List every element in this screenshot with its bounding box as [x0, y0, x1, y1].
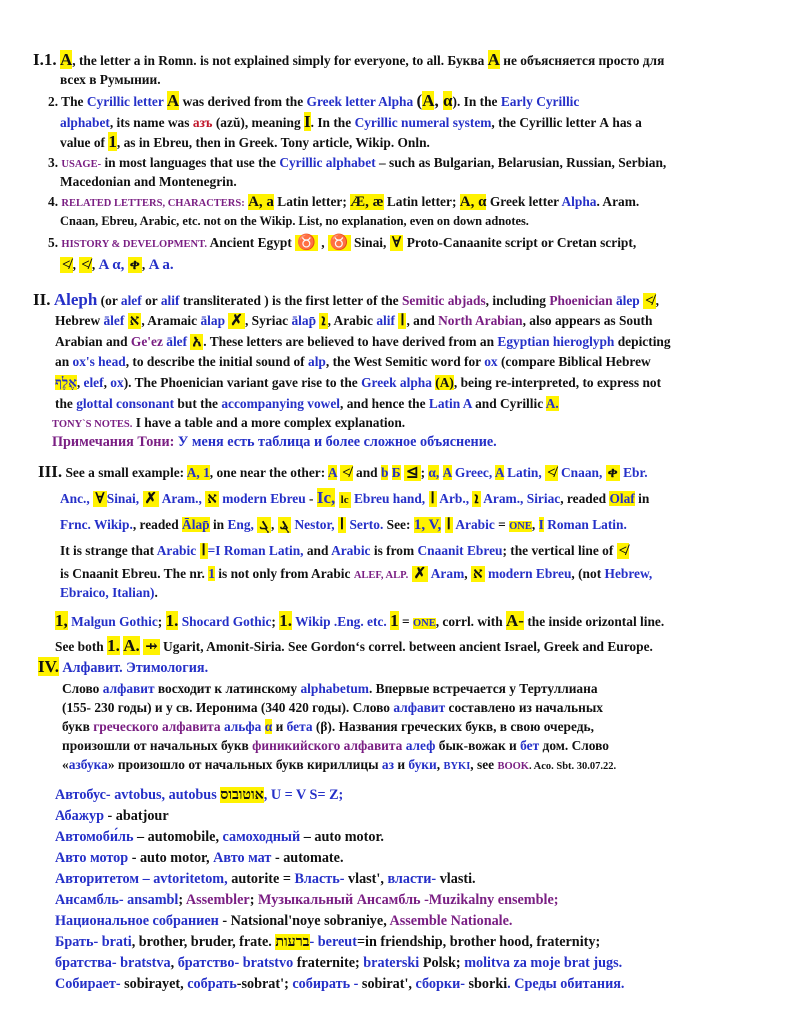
nestor-aleph-icon: ܔ — [279, 517, 290, 533]
section-number: I.1. — [33, 50, 57, 69]
ox-head-sinai-icon: ♉ — [329, 235, 349, 251]
phoenician-aleph-icon: ≮ — [618, 543, 628, 559]
sinai-ox-icon: ∀ — [95, 491, 105, 507]
phoenician-beth-icon: ⊴ — [406, 465, 419, 481]
item-5: 5. HISTORY & DEVELOPMENT. Ancient Egypt ♉ , ♉ Sinai, ∀ Proto-Canaanite script or Cretan script, — [48, 235, 637, 251]
ebreu-hand-icon: lc — [340, 494, 349, 506]
arabic-alif-icon: ا — [201, 543, 206, 559]
item-4: 4. RELATED LETTERS, CHARACTERS: A, a Latin letter; Æ, æ Latin letter; Α, α Greek letter Alpha. Aram. — [48, 194, 640, 210]
ox-head-hieroglyph-icon: ♉ — [297, 235, 316, 251]
cnaan-aleph-icon: ≮ — [547, 465, 556, 481]
phoenician-aleph-icon: ≮ — [62, 257, 71, 273]
syriac-aleph-icon: ܐ — [474, 491, 479, 507]
syriac-aleph-icon: ܐ — [321, 313, 326, 329]
aramaic-aleph-icon: ✗ — [230, 313, 243, 329]
vocab-item: Национальное собраниен - Natsional'noye sobraniye, Assemble Nationale. — [55, 913, 513, 929]
item-2: 2. The Cyrillic letter A was derived from the Greek letter Alpha (A, α). In the Early Cyrillic — [48, 91, 580, 110]
vocab-item: Автобус- avtobus, autobus אוטובוס, U = V S= Z; — [55, 787, 344, 803]
arabic-alif-icon: ا — [400, 313, 405, 329]
serto-aleph-icon: ا — [339, 517, 345, 533]
hebrew-aleph-icon: א — [129, 313, 140, 329]
vocab-item: Брать- brati, brother, bruder, frate. ברעות- bereut=in friendship, brother hood, fraternity; — [55, 934, 601, 950]
shocard-one-glyph: 1. — [165, 611, 179, 630]
link-alpha[interactable]: Alpha — [561, 194, 597, 209]
vocab-item: Абажур - abatjour — [55, 808, 169, 824]
item-3: 3. USAGE- in most languages that use the Cyrillic alphabet – such as Bulgarian, Belarusian, Russian, Serbian, — [48, 155, 667, 170]
document-page: I.1. A, the letter a in Romn. is not explained simply for everyone, to all. Буква A не объясняется просто для всех в Румынии. 2. The Cyrillic letter A was derived from the Greek letter Alpha (A, α). In the Early Cyrillic alphabet, its name was азъ (azŭ), meaning I. In the Cyrillic numeral system, the Cyrillic letter А has a value of 1, as in Ebreu, then in Greek. Tony article, Wikip. Onln. 3. USAGE- in most languages that use the Cyrillic alphabet – such as Bulgarian, Belarusian, Russian, Serbian, Macedonian and Montenegrin. 4. RELATED LETTERS, CHARACTERS: A, a Latin letter; Æ, æ Latin letter; Α, α Greek letter Alpha. Aram. Cnaan, Ebreu, Arabic, etc. not on the Wikip. List, no explanation, even on down adnotes. 5. HISTORY & DEVELOPMENT. Ancient Egypt ♉ , ♉ Sinai, ∀ Proto-Canaanite script or Cretan script, ≮ , ≮ , Α α, ቀ , A a. II. Aleph (or alef or alif transliterated ) is the first letter of the Semitic abjads, including Phoenician ālep ≮ , Hebrew ālef א , Aramaic ālap ✗ , Syriac ālap̄ ܐ , Arabic alif ا , and North Arabian, also appears as South Arabian and Ge'ez ālef አ . These letters are believed to have derived from an Egyptian hieroglyph depicting an ox's head, to describe the initial sound of alp, the West Semitic word for ox (compare Biblical Hebrew אֶלֶף, elef, ox). The Phoenician variant gave rise to the Greek alpha (A), being re-interpreted, to express not the glottal consonant but the accompanying vowel, and hence the Latin A and Cyrillic A. TONY`S NOTES. I have a table and a more complex explanation. Примечания Тони: У меня есть таблица и более сложное объяснение. III. See a small example: A, 1, one near the other: A ≮ and b Б ⊴ ; α, A Greec, A Latin, ≮ Cnaan, ቀ Ebr. Anc., ∀ Sinai, ✗ Aram., א modern Ebreu - Ic, lc Ebreu hand, ا Arb., ܐ Aram., Siriac, readed Olaf in Frnc. Wikip., readed Ālap̄ in Eng, ܓ , ܔ Nestor, ا Serto. See: 1, V, ا Arabic = ONE, I Roman Latin. It is strange that Arabic ا =I Roman Latin, and Arabic is from Cnaanit Ebreu; the vertical line of ≮ is Cnaanit Ebreu. The nr. 1 is not only from Arabic ALEF, ALP. ✗ Aram, א modern Ebreu, (not Hebrew, Ebraico, Italian). 1, Malgun Gothic; 1. Shocard Gothic; 1. Wikip .Eng. etc. 1 = ONE, corrl. with A- the inside orizontal line. See both 1. A. ⇸ Ugarit, Amonit-Siria. See Gordon‘s correl. between ancient Israel, Greek and Europe. IV. Алфавит. Этимология. Слово алфавит восходит к латинскому alphabetum. Впервые встречается у Тертуллиана (155- 230 годы) и у св. Иеронима (340 420 годы). Слово алфавит составлено из начальных букв греческого алфавита альфа α и бета (β). Названия греческих букв, в свою очередь, произошли от начальных букв финикийского алфавита алеф бык-вожак и бет дом. Слово «азбука» произошло от начальных букв кириллицы аз и буки, BYKI, see BOOK. Aco. Sbt. 30.07.22. Автобус- avtobus, autobus אוטובוס, U = V S= Z; Абажур - abatjour Автомоби́ль – automobile, самоходный – auto motor. Авто мотор - auto motor, Авто мат - automate. Авторитетом – avtoritetom, autorite = Власть- vlast', власти- vlasti. Ансамбль- ansambl; Assembler; Музыкальный Ансамбль -Muzikalny ensemble; Национальное собраниен - Natsional'noye sobraniye, Assemble Nationale. Брать- brati, brother, bruder, frate. ברעות- bereut=in friendship, brother hood, fraternity; братства- bratstva, братство- bratstvo fraternite; braterski Polsk; molitva za moje brat jugs. Собирает- sobirayet, собрать-sobrat'; собирать - sobirat', сборки- sborki. Среды обитания. — [33, 50, 671, 992]
vocab-item: Авто мотор - auto motor, Авто мат - automate. — [55, 850, 344, 866]
arabic-alif-icon: ا — [430, 491, 435, 507]
aramaic-aleph-icon: ቀ — [129, 257, 140, 273]
geez-alef-icon: አ — [192, 334, 202, 350]
vocab-item: Ансамбль- ansambl; Assembler; Музыкальный Ансамбль -Muzikalny ensemble; — [55, 892, 559, 908]
ox-head-proto-icon: ∀ — [391, 235, 402, 251]
link-cyrillic-alphabet[interactable]: Cyrillic alphabet — [279, 155, 376, 170]
vocab-item: Авторитетом – avtoritetom, autorite = Власть- vlast', власти- vlasti. — [55, 871, 476, 887]
aramaic-aleph-icon: ✗ — [144, 491, 158, 507]
link-cyrillic-numeral[interactable]: Cyrillic numeral system — [354, 115, 492, 130]
phoenician-aleph-icon: ≮ — [342, 465, 351, 481]
hebrew-aleph-icon: א — [207, 491, 217, 507]
section-4-title: Алфавит. — [62, 660, 123, 676]
vocab-item: Собирает- sobirayet, собрать-sobrat'; собирать - sobirat', сборки- sborki. Среды обитания. — [55, 976, 625, 992]
vocab-item: братства- bratstva, братство- bratstvo fraternite; braterski Polsk; molitva za moje brat jugs. — [55, 955, 623, 971]
wikip-one-glyph: 1. — [279, 611, 292, 630]
aramaic-aleph-icon: ✗ — [413, 566, 427, 582]
ebr-anc-aleph-icon: ቀ — [607, 465, 618, 481]
ugarit-aleph-icon: ⇸ — [145, 639, 158, 655]
hebrew-aleph-icon: א — [472, 566, 483, 582]
link-cyrillic-letter[interactable]: Cyrillic letter — [86, 94, 164, 109]
phoenician-aleph-2-icon: ≮ — [81, 257, 90, 273]
link-alphabet[interactable]: alphabet — [60, 115, 110, 130]
vocab-item: Автомоби́ль – automobile, самоходный – auto motor. — [55, 829, 384, 845]
eng-aleph-icon: ܓ — [259, 517, 269, 533]
link-early-cyrillic[interactable]: Early Cyrillic — [500, 94, 580, 109]
phoenician-aleph-icon: ≮ — [645, 293, 654, 309]
link-greek-alpha[interactable]: Greek letter Alpha — [306, 94, 414, 109]
arabic-alif-icon: ا — [446, 517, 451, 533]
